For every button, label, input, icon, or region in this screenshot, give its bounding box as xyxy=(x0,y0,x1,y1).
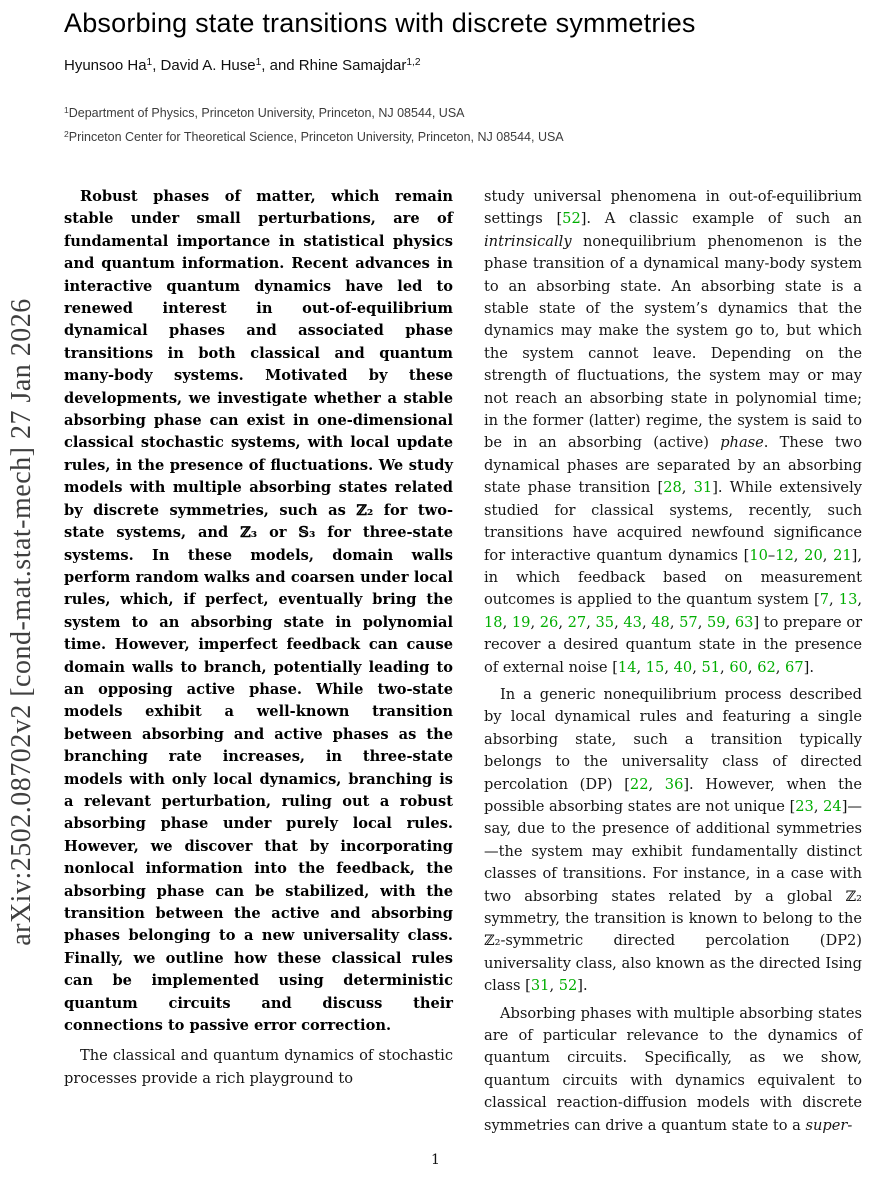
superscript: 1 xyxy=(146,57,153,69)
citation-link[interactable]: 26 xyxy=(539,613,559,631)
citation-link[interactable]: 22 xyxy=(629,775,649,793)
text-run: ]. xyxy=(803,658,814,676)
text-run: nonequilibrium phenomenon is the phase transition of a dynamical many-body system to an absorbing state. An absorbing state is a stable state of the system’s dynamics that the dynamics may make the system go to, but which the system cannot leave. Depending on the strength of fluctuations, the system may or may not reach an absorbing state in polynomial time; in the former (latter) regime, the system is said to be in an absorbing (active) xyxy=(484,232,862,452)
text-run: ]. A classic example of such an xyxy=(580,210,862,228)
page-footer xyxy=(0,1152,871,1168)
right-column xyxy=(484,186,862,1137)
citation-link[interactable]: 27 xyxy=(567,613,587,631)
superscript: 1 xyxy=(255,57,262,69)
arxiv-watermark-text: arXiv:2502.08702v2 [cond-mat.stat-mech] 27 Jan 2026 xyxy=(6,298,37,946)
paragraph xyxy=(484,684,862,998)
arxiv-watermark xyxy=(6,298,38,946)
text-run: super- xyxy=(805,1116,853,1134)
citation-link[interactable]: 67 xyxy=(785,658,804,676)
citation-link[interactable]: 52 xyxy=(558,977,578,995)
text-run: , xyxy=(636,658,646,676)
right-column-body xyxy=(484,186,862,1137)
citation-link[interactable]: 62 xyxy=(757,658,776,676)
text-run: , and Rhine Samajdar xyxy=(261,57,407,74)
text-run: ]. xyxy=(577,977,588,995)
text-run: ]. However, when the possible absorbing states are not unique [ xyxy=(484,775,862,815)
text-run: , xyxy=(697,613,707,631)
superscript: 1,2 xyxy=(406,57,421,69)
citation-link[interactable]: 35 xyxy=(595,613,615,631)
text-run: , xyxy=(586,613,596,631)
citation-link[interactable]: 60 xyxy=(729,658,748,676)
text-run: , xyxy=(664,658,674,676)
abstract: Robust phases of matter, which remain stable under small perturbations, are of fundamental importance in statistical physics and quantum information. Recent advances in interactive quantum dynamics have led to renewed interest in out-of-equilibrium dynamical phases and associated phase transitions in both classical and quantum many-body systems. Motivated by these developments, we investigate whether a stable absorbing phase can exist in one-dimensional classical stochastic systems, with local update rules, in the presence of fluctuations. We study models with multiple absorbing states related by discrete symmetries, such as ℤ₂ for two-state systems, and ℤ₃ or 𝕊₃ for three-state systems. In these models, domain walls perform random walks and coarsen under local rules, which, if perfect, eventually bring the system to an absorbing state in polynomial time. However, imperfect feedback can cause domain walls to branch, potentially leading to an opposing active phase. While two-state models exhibit a well-known transition between absorbing and active phases as the branching rate increases, in three-state models with only local dynamics, branching is a relevant perturbation, ruling out a robust absorbing phase under purely local rules. However, we discover that by incorporating nonlocal information into the feedback, the absorbing phase can be stabilized, with the transition between the active and absorbing phases belonging to a new universality class. Finally, we outline how these classical rules can be implemented using deterministic quantum circuits and discuss their connections to passive error correction. xyxy=(64,188,453,1035)
text-run: ]. While extensively studied for classical systems, recently, such transitions have acquired newfound significance for interactive quantum dynamics [ xyxy=(484,479,862,564)
text-run: ], in which feedback based on measurement outcomes is applied to the quantum system [ xyxy=(484,546,863,609)
text-run: , xyxy=(641,613,652,631)
text-run: , xyxy=(793,546,805,564)
citation-link[interactable]: 36 xyxy=(664,775,684,793)
text-run: Hyunsoo Ha xyxy=(64,57,147,74)
text-run: ] to prepare or recover a desired quantum state in the presence of external noise [ xyxy=(484,613,863,676)
paragraph xyxy=(484,1003,862,1137)
text-run: , xyxy=(813,797,824,815)
citation-link[interactable]: 15 xyxy=(645,658,665,676)
citation-link[interactable]: 19 xyxy=(511,613,531,631)
text-run: Princeton Center for Theoretical Science, Princeton University, Princeton, NJ 08544, USA xyxy=(68,130,564,144)
text-run: , xyxy=(549,977,559,995)
paragraph xyxy=(484,186,862,679)
text-run: , xyxy=(720,658,730,676)
paper-title: Absorbing state transitions with discrete symmetries xyxy=(64,8,696,38)
text-run: , xyxy=(530,613,540,631)
text-run: , xyxy=(669,613,680,631)
text-run: , David A. Huse xyxy=(152,57,256,74)
citation-link[interactable]: 43 xyxy=(623,613,642,631)
citation-link[interactable]: 28 xyxy=(663,479,682,497)
text-run: , xyxy=(614,613,624,631)
citation-link[interactable]: 51 xyxy=(701,658,721,676)
authors-line xyxy=(64,57,834,74)
citation-link[interactable]: 63 xyxy=(734,613,754,631)
text-run: The classical and quantum dynamics of stochastic processes provide a rich playground to xyxy=(64,1047,453,1087)
left-column xyxy=(64,186,453,1090)
text-run: , xyxy=(681,479,694,497)
citation-link[interactable]: 7 xyxy=(819,591,829,609)
text-run: phase xyxy=(720,434,764,452)
citation-link[interactable]: 23 xyxy=(795,797,814,815)
citation-link[interactable]: 20 xyxy=(804,546,823,564)
text-run: , xyxy=(648,775,665,793)
text-run: , xyxy=(558,613,568,631)
citation-link[interactable]: 13 xyxy=(838,591,858,609)
text-run: , xyxy=(692,658,702,676)
citation-link[interactable]: 59 xyxy=(707,613,726,631)
left-column-body xyxy=(64,1045,453,1090)
text-run: , xyxy=(747,658,758,676)
text-run: – xyxy=(767,546,776,564)
text-run: Department of Physics, Princeton University, Princeton, NJ 08544, USA xyxy=(68,106,465,120)
superscript: 1 xyxy=(64,105,69,116)
text-run: intrinsically xyxy=(484,232,572,250)
paper-header xyxy=(64,8,834,150)
citation-link[interactable]: 40 xyxy=(673,658,693,676)
text-run: . These two dynamical phases are separated by an absorbing state phase transition [ xyxy=(484,434,862,497)
page-number: 1 xyxy=(431,1152,440,1168)
citation-link[interactable]: 52 xyxy=(562,210,581,228)
affiliation-1 xyxy=(64,102,834,126)
citation-link[interactable]: 57 xyxy=(679,613,698,631)
citation-link[interactable]: 12 xyxy=(775,546,794,564)
citation-link[interactable]: 48 xyxy=(651,613,670,631)
citation-link[interactable]: 24 xyxy=(823,797,842,815)
citation-link[interactable]: 21 xyxy=(833,546,852,564)
text-run: In a generic nonequilibrium process described by local dynamical rules and featuring a single absorbing state, such a transition typically belongs to the universality class of directed percolation (DP) [ xyxy=(484,685,862,793)
text-run: , xyxy=(857,591,862,609)
text-run: , xyxy=(725,613,735,631)
text-run: Absorbing phases with multiple absorbing states are of particular relevance to the dynamics of quantum circuits. Specifically, as we show, quantum circuits with dynamics equivalent to classical reaction-diffusion models with discrete symmetries can drive a quantum state to a xyxy=(484,1004,862,1134)
affiliation-2 xyxy=(64,126,834,150)
paragraph xyxy=(64,1045,453,1090)
text-run: study universal phenomena in out-of-equilibrium settings [ xyxy=(484,188,862,228)
text-run: , xyxy=(828,591,839,609)
citation-link[interactable]: 14 xyxy=(617,658,637,676)
text-run: , xyxy=(775,658,786,676)
citation-link[interactable]: 31 xyxy=(693,479,713,497)
text-run: ]—say, due to the presence of additional symmetries—the system may exhibit fundamentally distinct classes of transitions. For instance, in a case with two absorbing states related by a global ℤ₂ symmetry, the transition is known to belong to the ℤ₂-symmetric directed percolation (DP2) universality class, also known as the directed Ising class [ xyxy=(484,797,862,995)
superscript: 2 xyxy=(64,129,69,140)
text-run: , xyxy=(502,613,512,631)
affiliations xyxy=(64,102,834,150)
citation-link[interactable]: 10 xyxy=(749,546,768,564)
citation-link[interactable]: 18 xyxy=(484,613,503,631)
citation-link[interactable]: 31 xyxy=(530,977,550,995)
text-run: , xyxy=(822,546,834,564)
